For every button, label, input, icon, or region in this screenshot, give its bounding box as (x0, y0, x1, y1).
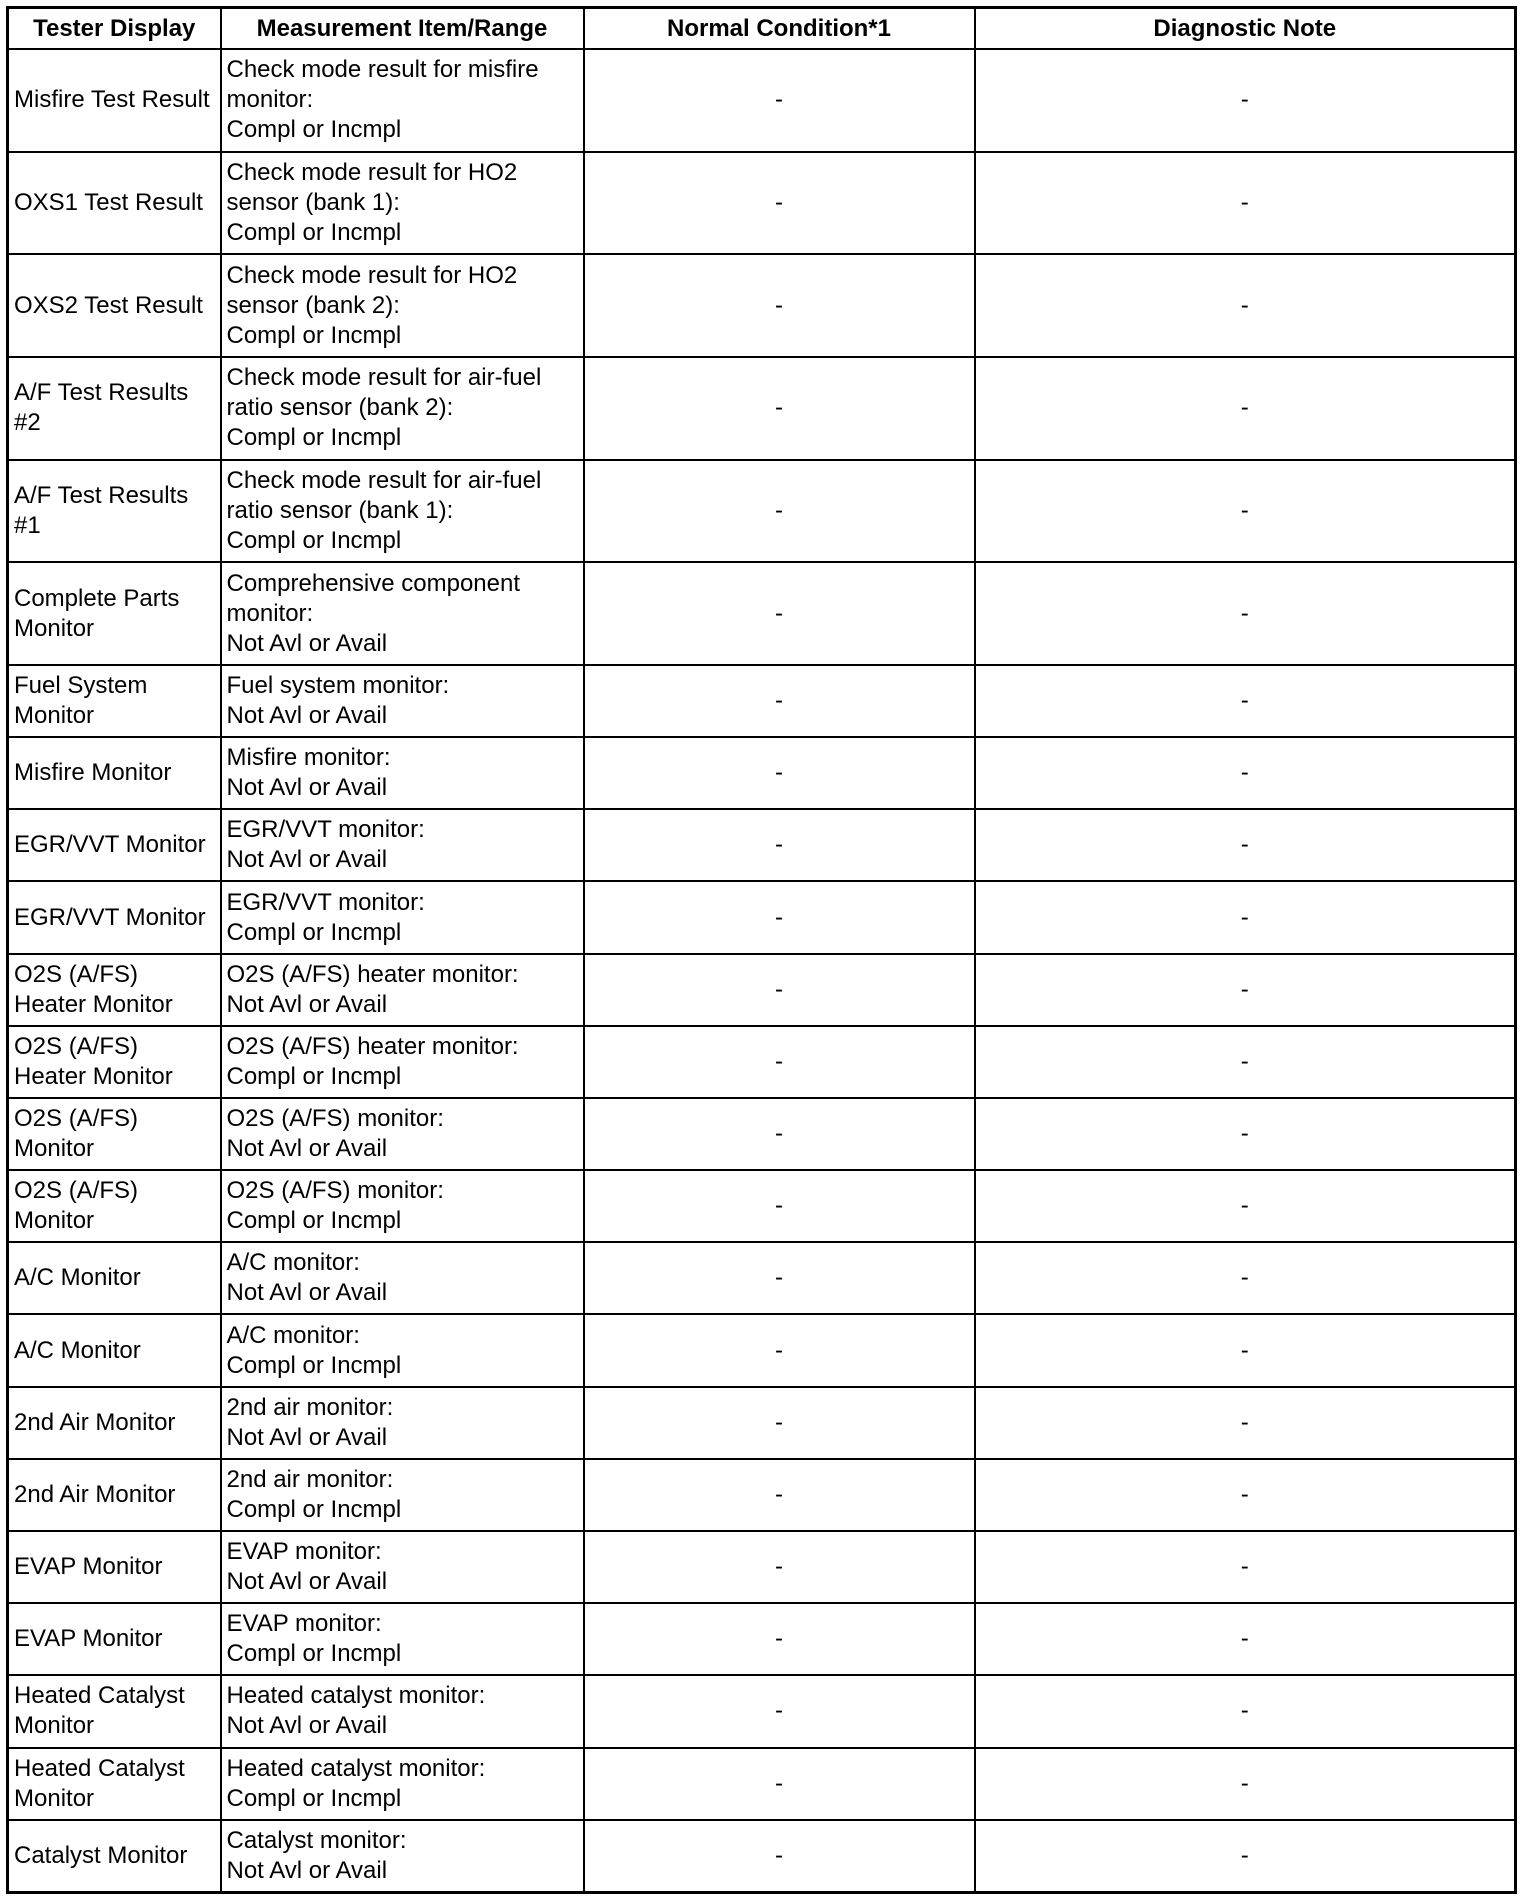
table-row (8, 1242, 1516, 1314)
measurement-line: sensor (bank 1): (226, 188, 400, 216)
measurement-line: O2S (A/FS) monitor: (226, 1177, 444, 1205)
measurement-line: A/C monitor: (226, 1321, 360, 1349)
cell-diagnostic-note: - (975, 562, 1516, 665)
measurement-line: 2nd air monitor: (226, 1465, 394, 1493)
cell-tester-display: 2nd Air Monitor (8, 1387, 221, 1459)
cell-tester-display: Heated Catalyst Monitor (8, 1748, 221, 1820)
cell-diagnostic-note: - (975, 1531, 1516, 1603)
measurement-line: Not Avl or Avail (226, 774, 388, 802)
cell-diagnostic-note: - (975, 1459, 1516, 1531)
cell-measurement-item (221, 152, 584, 255)
cell-normal-condition: - (584, 1170, 975, 1242)
cell-tester-display: O2S (A/FS) Heater Monitor (8, 954, 221, 1026)
tester-data-table (6, 6, 1517, 1894)
cell-diagnostic-note: - (975, 1170, 1516, 1242)
measurement-line: Compl or Incmpl (226, 1207, 402, 1235)
header-diagnostic-note: Diagnostic Note (975, 8, 1516, 50)
table-row (8, 1459, 1516, 1531)
cell-diagnostic-note: - (975, 1603, 1516, 1675)
cell-diagnostic-note: - (975, 1675, 1516, 1747)
cell-tester-display: OXS1 Test Result (8, 152, 221, 255)
cell-measurement-item (221, 562, 584, 665)
cell-measurement-item (221, 954, 584, 1026)
cell-tester-display: EGR/VVT Monitor (8, 881, 221, 953)
measurement-line: O2S (A/FS) heater monitor: (226, 1032, 519, 1060)
cell-normal-condition: - (584, 460, 975, 563)
measurement-line: Compl or Incmpl (226, 321, 402, 349)
measurement-line: Not Avl or Avail (226, 1568, 388, 1596)
cell-measurement-item (221, 1748, 584, 1820)
cell-tester-display: A/F Test Results #1 (8, 460, 221, 563)
cell-diagnostic-note: - (975, 1820, 1516, 1893)
header-normal-condition: Normal Condition*1 (584, 8, 975, 50)
table-row (8, 1098, 1516, 1170)
cell-measurement-item (221, 357, 584, 460)
cell-normal-condition: - (584, 954, 975, 1026)
measurement-line: EGR/VVT monitor: (226, 888, 425, 916)
cell-measurement-item (221, 1387, 584, 1459)
measurement-line: Misfire monitor: (226, 744, 391, 772)
measurement-line: ratio sensor (bank 1): (226, 496, 454, 524)
table-row (8, 1675, 1516, 1747)
cell-normal-condition: - (584, 562, 975, 665)
table-row (8, 809, 1516, 881)
cell-measurement-item (221, 1531, 584, 1603)
cell-normal-condition: - (584, 1603, 975, 1675)
measurement-line: Not Avl or Avail (226, 1423, 388, 1451)
measurement-line: Fuel system monitor: (226, 672, 450, 700)
measurement-line: Not Avl or Avail (226, 846, 388, 874)
measurement-line: EGR/VVT monitor: (226, 816, 425, 844)
cell-tester-display: Heated Catalyst Monitor (8, 1675, 221, 1747)
measurement-line: Compl or Incmpl (226, 218, 402, 246)
cell-tester-display: EVAP Monitor (8, 1603, 221, 1675)
cell-measurement-item (221, 1026, 584, 1098)
measurement-line: Compl or Incmpl (226, 116, 402, 144)
measurement-line: Check mode result for misfire (226, 56, 539, 84)
measurement-line: Compl or Incmpl (226, 1784, 402, 1812)
header-measurement-item: Measurement Item/Range (221, 8, 584, 50)
measurement-line: Compl or Incmpl (226, 1351, 402, 1379)
table-row (8, 954, 1516, 1026)
cell-tester-display: EVAP Monitor (8, 1531, 221, 1603)
table-body (8, 49, 1516, 1893)
cell-tester-display: O2S (A/FS) Monitor (8, 1098, 221, 1170)
table-row (8, 1531, 1516, 1603)
cell-normal-condition: - (584, 1026, 975, 1098)
cell-normal-condition: - (584, 1820, 975, 1893)
table-row (8, 1603, 1516, 1675)
measurement-line: Compl or Incmpl (226, 526, 402, 554)
cell-diagnostic-note: - (975, 1314, 1516, 1386)
cell-tester-display: O2S (A/FS) Monitor (8, 1170, 221, 1242)
cell-normal-condition: - (584, 152, 975, 255)
measurement-line: Not Avl or Avail (226, 702, 388, 730)
cell-normal-condition: - (584, 254, 975, 357)
table-row (8, 152, 1516, 255)
cell-tester-display: EGR/VVT Monitor (8, 809, 221, 881)
table-row (8, 1170, 1516, 1242)
cell-tester-display: A/C Monitor (8, 1314, 221, 1386)
cell-measurement-item (221, 1459, 584, 1531)
table-row (8, 357, 1516, 460)
cell-measurement-item (221, 1098, 584, 1170)
cell-measurement-item (221, 49, 584, 152)
cell-diagnostic-note: - (975, 460, 1516, 563)
table-row (8, 460, 1516, 563)
measurement-line: Check mode result for HO2 (226, 261, 518, 289)
cell-diagnostic-note: - (975, 665, 1516, 737)
cell-measurement-item (221, 1603, 584, 1675)
measurement-line: Check mode result for air-fuel (226, 364, 542, 392)
cell-normal-condition: - (584, 665, 975, 737)
cell-tester-display: O2S (A/FS) Heater Monitor (8, 1026, 221, 1098)
measurement-line: O2S (A/FS) heater monitor: (226, 960, 519, 988)
cell-tester-display: Complete Parts Monitor (8, 562, 221, 665)
cell-normal-condition: - (584, 357, 975, 460)
cell-measurement-item (221, 460, 584, 563)
cell-normal-condition: - (584, 1675, 975, 1747)
measurement-line: sensor (bank 2): (226, 291, 400, 319)
measurement-line: Compl or Incmpl (226, 1495, 402, 1523)
cell-diagnostic-note: - (975, 357, 1516, 460)
cell-normal-condition: - (584, 1387, 975, 1459)
measurement-line: Compl or Incmpl (226, 424, 402, 452)
cell-tester-display: A/F Test Results #2 (8, 357, 221, 460)
measurement-line: monitor: (226, 599, 314, 627)
cell-measurement-item (221, 881, 584, 953)
cell-measurement-item (221, 1820, 584, 1893)
cell-measurement-item (221, 254, 584, 357)
table-row (8, 1820, 1516, 1893)
measurement-line: Catalyst monitor: (226, 1826, 407, 1854)
measurement-line: Check mode result for air-fuel (226, 466, 542, 494)
table-row (8, 665, 1516, 737)
header-tester-display: Tester Display (8, 8, 221, 50)
measurement-line: Compl or Incmpl (226, 1062, 402, 1090)
cell-normal-condition: - (584, 1531, 975, 1603)
measurement-line: A/C monitor: (226, 1249, 360, 1277)
measurement-line: O2S (A/FS) monitor: (226, 1105, 444, 1133)
cell-diagnostic-note: - (975, 49, 1516, 152)
measurement-line: Compl or Incmpl (226, 918, 402, 946)
cell-tester-display: Catalyst Monitor (8, 1820, 221, 1893)
measurement-line: EVAP monitor: (226, 1610, 382, 1638)
measurement-line: Check mode result for HO2 (226, 158, 518, 186)
cell-normal-condition: - (584, 1748, 975, 1820)
cell-measurement-item (221, 1675, 584, 1747)
cell-tester-display: Misfire Test Result (8, 49, 221, 152)
measurement-line: monitor: (226, 86, 314, 114)
cell-measurement-item (221, 665, 584, 737)
table-row (8, 562, 1516, 665)
measurement-line: Not Avl or Avail (226, 990, 388, 1018)
measurement-line: Compl or Incmpl (226, 1640, 402, 1668)
measurement-line: Not Avl or Avail (226, 629, 388, 657)
cell-diagnostic-note: - (975, 881, 1516, 953)
cell-diagnostic-note: - (975, 1748, 1516, 1820)
cell-normal-condition: - (584, 1459, 975, 1531)
table-row (8, 49, 1516, 152)
cell-measurement-item (221, 1170, 584, 1242)
cell-tester-display: A/C Monitor (8, 1242, 221, 1314)
document-page (6, 6, 1514, 1894)
cell-diagnostic-note: - (975, 1387, 1516, 1459)
cell-normal-condition: - (584, 809, 975, 881)
cell-normal-condition: - (584, 49, 975, 152)
cell-diagnostic-note: - (975, 1098, 1516, 1170)
cell-measurement-item (221, 737, 584, 809)
cell-normal-condition: - (584, 1098, 975, 1170)
cell-diagnostic-note: - (975, 1026, 1516, 1098)
measurement-line: Comprehensive component (226, 569, 520, 597)
cell-tester-display: Misfire Monitor (8, 737, 221, 809)
cell-diagnostic-note: - (975, 737, 1516, 809)
cell-measurement-item (221, 1242, 584, 1314)
measurement-line: Not Avl or Avail (226, 1712, 388, 1740)
cell-diagnostic-note: - (975, 152, 1516, 255)
measurement-line: Not Avl or Avail (226, 1279, 388, 1307)
cell-diagnostic-note: - (975, 1242, 1516, 1314)
table-row (8, 254, 1516, 357)
cell-measurement-item (221, 809, 584, 881)
measurement-line: Not Avl or Avail (226, 1856, 388, 1884)
table-row (8, 1314, 1516, 1386)
measurement-line: Heated catalyst monitor: (226, 1682, 486, 1710)
table-row (8, 1387, 1516, 1459)
cell-diagnostic-note: - (975, 954, 1516, 1026)
measurement-line: Not Avl or Avail (226, 1135, 388, 1163)
cell-tester-display: 2nd Air Monitor (8, 1459, 221, 1531)
measurement-line: EVAP monitor: (226, 1538, 382, 1566)
measurement-line: Heated catalyst monitor: (226, 1754, 486, 1782)
cell-tester-display: OXS2 Test Result (8, 254, 221, 357)
measurement-line: ratio sensor (bank 2): (226, 394, 454, 422)
cell-diagnostic-note: - (975, 809, 1516, 881)
cell-normal-condition: - (584, 1314, 975, 1386)
table-row (8, 881, 1516, 953)
table-row (8, 1748, 1516, 1820)
cell-measurement-item (221, 1314, 584, 1386)
cell-normal-condition: - (584, 737, 975, 809)
cell-diagnostic-note: - (975, 254, 1516, 357)
cell-tester-display: Fuel System Monitor (8, 665, 221, 737)
table-header-row (8, 8, 1516, 50)
table-row (8, 737, 1516, 809)
cell-normal-condition: - (584, 881, 975, 953)
measurement-line: 2nd air monitor: (226, 1393, 394, 1421)
cell-normal-condition: - (584, 1242, 975, 1314)
table-row (8, 1026, 1516, 1098)
